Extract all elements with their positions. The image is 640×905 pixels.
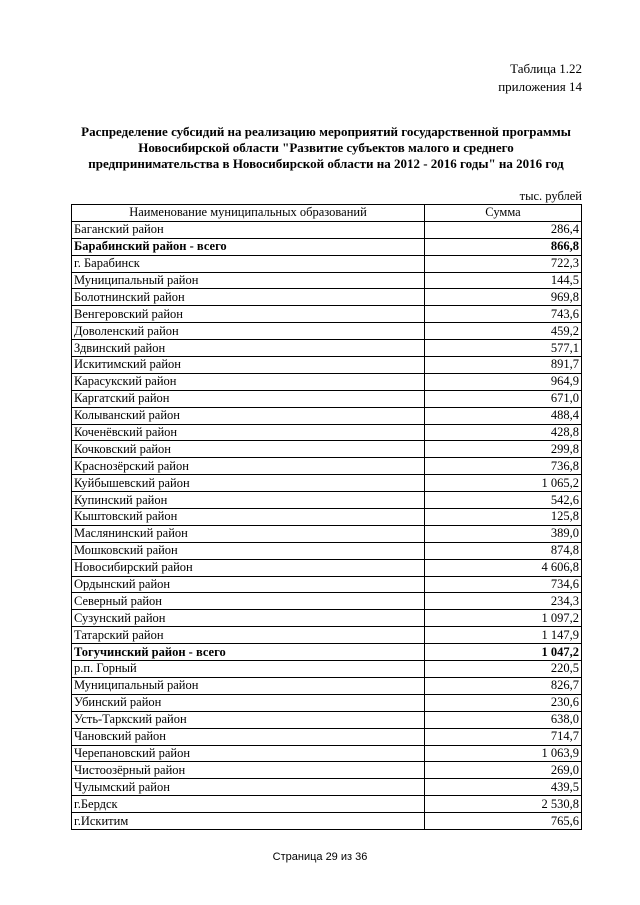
amount-cell: 299,8 xyxy=(425,441,582,458)
table-row xyxy=(72,542,582,559)
municipality-name-cell: Карасукский район xyxy=(72,373,425,390)
amount-cell: 866,8 xyxy=(425,238,582,255)
appendix-number: приложения 14 xyxy=(498,79,582,94)
table-row xyxy=(72,728,582,745)
municipality-name-cell: Искитимский район xyxy=(72,357,425,374)
amount-cell: 1 147,9 xyxy=(425,627,582,644)
municipality-name-cell: Доволенский район xyxy=(72,323,425,340)
municipality-name-cell: Убинский район xyxy=(72,694,425,711)
table-row xyxy=(72,221,582,238)
title-line: Новосибирской области "Развитие субъектов малого и среднего xyxy=(138,140,514,155)
municipality-name-cell: Болотнинский район xyxy=(72,289,425,306)
amount-cell: 765,6 xyxy=(425,813,582,830)
table-row xyxy=(72,306,582,323)
table-row xyxy=(72,644,582,661)
municipality-name-cell: Новосибирский район xyxy=(72,559,425,576)
amount-cell: 671,0 xyxy=(425,390,582,407)
municipality-name-cell: Кыштовский район xyxy=(72,509,425,526)
municipality-name-cell: Краснозёрский район xyxy=(72,458,425,475)
table-row xyxy=(72,509,582,526)
table-row xyxy=(72,762,582,779)
table-row xyxy=(72,390,582,407)
municipality-name-cell: Мошковский район xyxy=(72,542,425,559)
amount-cell: 389,0 xyxy=(425,525,582,542)
amount-cell: 234,3 xyxy=(425,593,582,610)
amount-cell: 4 606,8 xyxy=(425,559,582,576)
title-line: предпринимательства в Новосибирской области на 2012 - 2016 годы" на 2016 год xyxy=(88,156,564,171)
municipality-name-cell: Купинский район xyxy=(72,492,425,509)
amount-cell: 638,0 xyxy=(425,711,582,728)
amount-cell: 734,6 xyxy=(425,576,582,593)
table-row xyxy=(72,593,582,610)
table-row xyxy=(72,340,582,357)
amount-cell: 269,0 xyxy=(425,762,582,779)
municipality-name-cell: Чулымский район xyxy=(72,779,425,796)
table-row xyxy=(72,745,582,762)
municipality-name-cell: Баганский район xyxy=(72,221,425,238)
municipality-name-cell: Каргатский район xyxy=(72,390,425,407)
municipality-name-cell: Маслянинский район xyxy=(72,525,425,542)
amount-cell: 1 065,2 xyxy=(425,475,582,492)
header-amount: Сумма xyxy=(425,205,582,222)
table-row xyxy=(72,424,582,441)
table-row xyxy=(72,694,582,711)
amount-cell: 230,6 xyxy=(425,694,582,711)
amount-cell: 439,5 xyxy=(425,779,582,796)
amount-cell: 542,6 xyxy=(425,492,582,509)
table-row xyxy=(72,492,582,509)
amount-cell: 428,8 xyxy=(425,424,582,441)
amount-cell: 1 097,2 xyxy=(425,610,582,627)
municipality-name-cell: Северный район xyxy=(72,593,425,610)
table-row xyxy=(72,407,582,424)
municipality-name-cell: Здвинский район xyxy=(72,340,425,357)
table-number: Таблица 1.22 xyxy=(510,61,582,76)
amount-cell: 722,3 xyxy=(425,255,582,272)
table-row xyxy=(72,661,582,678)
amount-cell: 714,7 xyxy=(425,728,582,745)
municipality-name-cell: Колыванский район xyxy=(72,407,425,424)
table-row xyxy=(72,323,582,340)
table-row xyxy=(72,441,582,458)
amount-cell: 144,5 xyxy=(425,272,582,289)
amount-cell: 488,4 xyxy=(425,407,582,424)
table-row xyxy=(72,779,582,796)
amount-cell: 826,7 xyxy=(425,677,582,694)
amount-cell: 220,5 xyxy=(425,661,582,678)
municipality-name-cell: Чистоозёрный район xyxy=(72,762,425,779)
municipality-name-cell: Муниципальный район xyxy=(72,272,425,289)
amount-cell: 891,7 xyxy=(425,357,582,374)
municipality-name-cell: Татарский район xyxy=(72,627,425,644)
table-row xyxy=(72,525,582,542)
table-header-row xyxy=(72,205,582,222)
subsidy-table xyxy=(71,204,582,830)
amount-cell: 964,9 xyxy=(425,373,582,390)
table-row xyxy=(72,475,582,492)
municipality-name-cell: г.Искитим xyxy=(72,813,425,830)
table-row xyxy=(72,357,582,374)
municipality-name-cell: Черепановский район xyxy=(72,745,425,762)
page-footer: Страница 29 из 36 xyxy=(272,851,368,863)
header-municipality: Наименование муниципальных образований xyxy=(72,205,425,222)
table-row xyxy=(72,576,582,593)
amount-cell: 874,8 xyxy=(425,542,582,559)
municipality-name-cell: г. Барабинск xyxy=(72,255,425,272)
table-body xyxy=(72,221,582,829)
amount-cell: 969,8 xyxy=(425,289,582,306)
municipality-name-cell: Чановский район xyxy=(72,728,425,745)
municipality-name-cell: Тогучинский район - всего xyxy=(72,644,425,661)
municipality-name-cell: Сузунский район xyxy=(72,610,425,627)
municipality-name-cell: Ордынский район xyxy=(72,576,425,593)
table-row xyxy=(72,255,582,272)
amount-cell: 1 047,2 xyxy=(425,644,582,661)
table-row xyxy=(72,272,582,289)
municipality-name-cell: Усть-Таркский район xyxy=(72,711,425,728)
title-line: Распределение субсидий на реализацию мероприятий государственной программы xyxy=(81,124,571,139)
amount-cell: 286,4 xyxy=(425,221,582,238)
document-title xyxy=(70,124,582,172)
amount-cell: 1 063,9 xyxy=(425,745,582,762)
table-row xyxy=(72,458,582,475)
amount-cell: 125,8 xyxy=(425,509,582,526)
municipality-name-cell: Муниципальный район xyxy=(72,677,425,694)
municipality-name-cell: Куйбышевский район xyxy=(72,475,425,492)
municipality-name-cell: Венгеровский район xyxy=(72,306,425,323)
amount-cell: 2 530,8 xyxy=(425,796,582,813)
table-row xyxy=(72,627,582,644)
municipality-name-cell: Коченёвский район xyxy=(72,424,425,441)
municipality-name-cell: г.Бердск xyxy=(72,796,425,813)
amount-cell: 743,6 xyxy=(425,306,582,323)
units-label: тыс. рублей xyxy=(519,189,582,203)
table-row xyxy=(72,711,582,728)
table-row xyxy=(72,559,582,576)
table-row xyxy=(72,238,582,255)
municipality-name-cell: Кочковский район xyxy=(72,441,425,458)
table-reference xyxy=(498,60,582,96)
amount-cell: 577,1 xyxy=(425,340,582,357)
amount-cell: 736,8 xyxy=(425,458,582,475)
table-row xyxy=(72,796,582,813)
municipality-name-cell: р.п. Горный xyxy=(72,661,425,678)
amount-cell: 459,2 xyxy=(425,323,582,340)
table-row xyxy=(72,373,582,390)
table-row xyxy=(72,677,582,694)
table-row xyxy=(72,289,582,306)
table-row xyxy=(72,610,582,627)
table-row xyxy=(72,813,582,830)
municipality-name-cell: Барабинский район - всего xyxy=(72,238,425,255)
